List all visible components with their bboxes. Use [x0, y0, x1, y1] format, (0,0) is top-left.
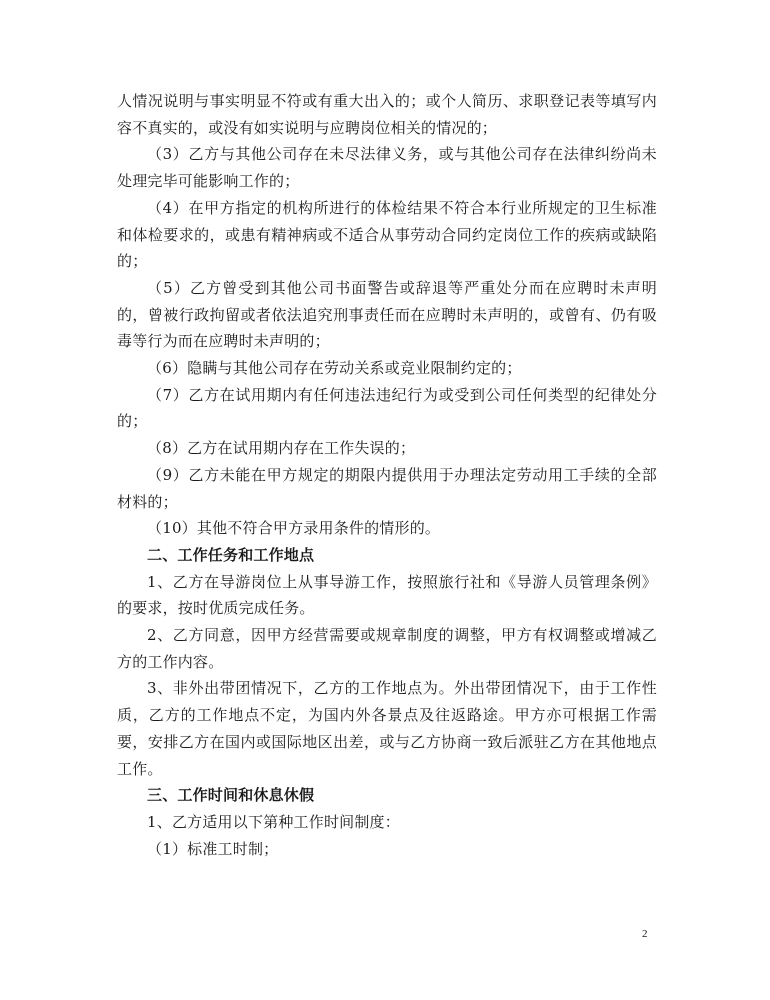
paragraph-hours-standard: （1）标准工时制；: [147, 839, 279, 858]
paragraph-item-3: （3）乙方与其他公司存在未尽法律义务，或与其他公司存在法律纠纷尚未处理完毕可能影响工作的；: [117, 145, 657, 191]
page-number: 2: [642, 928, 648, 940]
document-body: [117, 88, 657, 862]
section-heading-working-hours: 三、工作时间和休息休假: [147, 786, 315, 805]
paragraph-item-6: （6）隐瞒与其他公司存在劳动关系或竞业限制约定的；: [147, 359, 522, 378]
paragraph-task-3: 3、非外出带团情况下，乙方的工作地点为。外出带团情况下，由于工作性质，乙方的工作地点不定，为国内外各景点及往返路途。甲方亦可根据工作需要，安排乙方在国内或国际地区出差，或与乙方协商一致后派驻乙方在其他地点工作。: [117, 679, 657, 778]
paragraph-intro-continuation: 人情况说明与事实明显不符或有重大出入的；或个人简历、求职登记表等填写内容不真实的，或没有如实说明与应聘岗位相关的情况的；: [117, 92, 657, 137]
paragraph-item-4: （4）在甲方指定的机构所进行的体检结果不符合本行业所规定的卫生标准和体检要求的，或患有精神病或不适合从事劳动合同约定岗位工作的疾病或缺陷的；: [117, 198, 657, 271]
paragraph-item-10: （10）其他不符合甲方录用条件的情形的。: [147, 519, 441, 538]
paragraph-task-2: 2、乙方同意，因甲方经营需要或规章制度的调整，甲方有权调整或增减乙方的工作内容。: [117, 626, 657, 671]
section-heading-tasks-location: 二、工作任务和工作地点: [147, 545, 315, 564]
paragraph-item-9: （9）乙方未能在甲方规定的期限内提供用于办理法定劳动用工手续的全部材料的；: [117, 465, 657, 511]
paragraph-task-1: 1、乙方在导游岗位上从事导游工作，按照旅行社和《导游人员管理条例》的要求，按时优质完成任务。: [117, 572, 657, 618]
paragraph-item-8: （8）乙方在试用期内存在工作失误的；: [147, 439, 416, 458]
paragraph-item-7: （7）乙方在试用期内有任何违法违纪行为或受到公司任何类型的纪律处分的；: [117, 385, 657, 431]
paragraph-item-5: （5）乙方曾受到其他公司书面警告或辞退等严重处分而在应聘时未声明的，曾被行政拘留或者依法追究刑事责任而在应聘时未声明的，或曾有、仍有吸毒等行为而在应聘时未声明的；: [117, 278, 657, 351]
paragraph-hours-1: 1、乙方适用以下第种工作时间制度：: [147, 812, 400, 831]
